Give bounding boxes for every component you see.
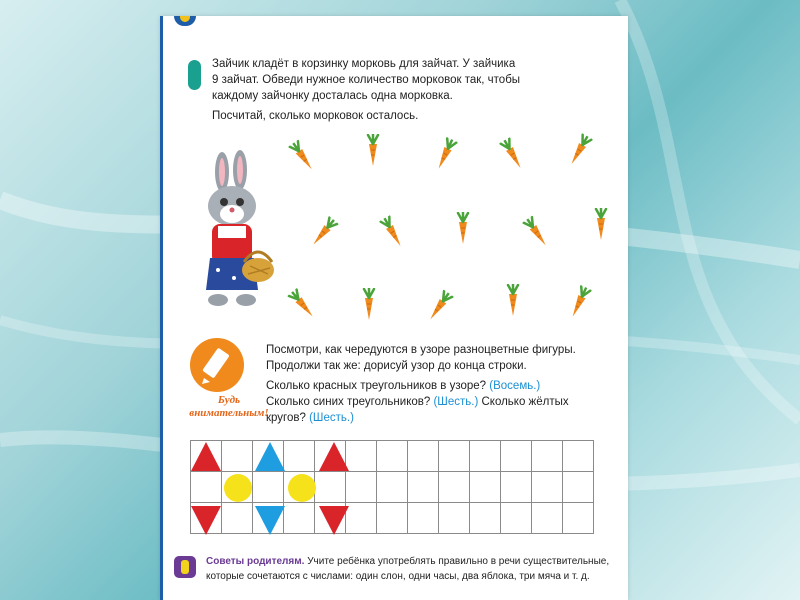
page-edge-strip <box>160 16 163 600</box>
task2-questions <box>266 378 614 426</box>
carrot-icon[interactable] <box>446 212 480 246</box>
carrot-icon[interactable] <box>496 138 530 172</box>
task2-question-line <box>266 378 614 394</box>
pencil-attention-icon <box>190 338 244 392</box>
bunny-with-basket-illustration <box>188 150 278 312</box>
parent-tip-icon <box>174 556 196 578</box>
question-yellow-circles-end: кругов? <box>266 412 306 424</box>
attention-label-line2: внимательным! <box>189 407 269 419</box>
parent-tip-title: Советы родителям. <box>206 556 305 567</box>
task2-question-line <box>266 394 614 410</box>
carrot-icon[interactable] <box>306 216 340 250</box>
carrot-icon[interactable] <box>286 140 320 174</box>
red-triangle <box>319 442 349 471</box>
task1-question: Посчитай, сколько морковок осталось. <box>212 110 419 122</box>
parent-tip <box>206 554 616 584</box>
answer-yellow-circles: (Шесть.) <box>309 412 354 424</box>
task1-line: каждому зайчонку досталась одна морковка. <box>212 90 453 102</box>
parent-tip-text: Учите ребёнка употреблять правильно в речи существительные, <box>307 556 610 567</box>
task-marker-icon <box>188 60 201 90</box>
red-triangle <box>191 506 221 535</box>
pattern-shapes <box>190 440 610 540</box>
task2-question-line <box>266 410 614 426</box>
task2-text <box>266 342 614 374</box>
blue-triangle <box>255 506 285 535</box>
carrot-icon[interactable] <box>520 216 554 250</box>
task1-line: 9 зайчат. Обведи нужное количество морковок так, чтобы <box>212 74 521 86</box>
question-yellow-circles: Сколько жёлтых <box>481 396 569 408</box>
question-blue-triangles: Сколько синих треугольников? <box>266 396 431 408</box>
question-red-triangles: Сколько красных треугольников в узоре? <box>266 380 487 392</box>
top-badge-icon <box>174 16 196 26</box>
carrot-icon[interactable] <box>286 288 320 322</box>
carrot-icon[interactable] <box>356 134 390 168</box>
red-triangle <box>191 442 221 471</box>
answer-blue-triangles: (Шесть.) <box>433 396 479 408</box>
carrot-icon[interactable] <box>562 286 596 320</box>
workbook-page <box>160 16 628 600</box>
task2-line: Посмотри, как чередуются в узоре разноцветные фигуры. <box>266 344 576 356</box>
carrot-icon[interactable] <box>352 288 386 322</box>
attention-label <box>184 394 274 420</box>
yellow-circle <box>224 474 252 502</box>
carrot-icon[interactable] <box>422 290 456 324</box>
task1-text <box>212 56 576 104</box>
parent-tip-text-2: которые сочетаются с числами: один слон, одни часы, два яблока, три мяча и т. д. <box>206 571 590 582</box>
answer-red-triangles: (Восемь.) <box>489 380 541 392</box>
carrot-icon[interactable] <box>562 134 596 168</box>
task1-line: Зайчик кладёт в корзинку морковь для зайчат. У зайчика <box>212 58 516 70</box>
carrot-icon[interactable] <box>428 138 462 172</box>
carrot-icon[interactable] <box>376 216 410 250</box>
pattern-grid[interactable] <box>190 440 594 534</box>
red-triangle <box>319 506 349 535</box>
yellow-circle <box>288 474 316 502</box>
carrot-icon[interactable] <box>584 208 618 242</box>
blue-triangle <box>255 442 285 471</box>
carrot-icon[interactable] <box>496 284 530 318</box>
task2-line: Продолжи так же: дорисуй узор до конца строки. <box>266 360 527 372</box>
attention-label-line1: Будь <box>217 394 241 406</box>
